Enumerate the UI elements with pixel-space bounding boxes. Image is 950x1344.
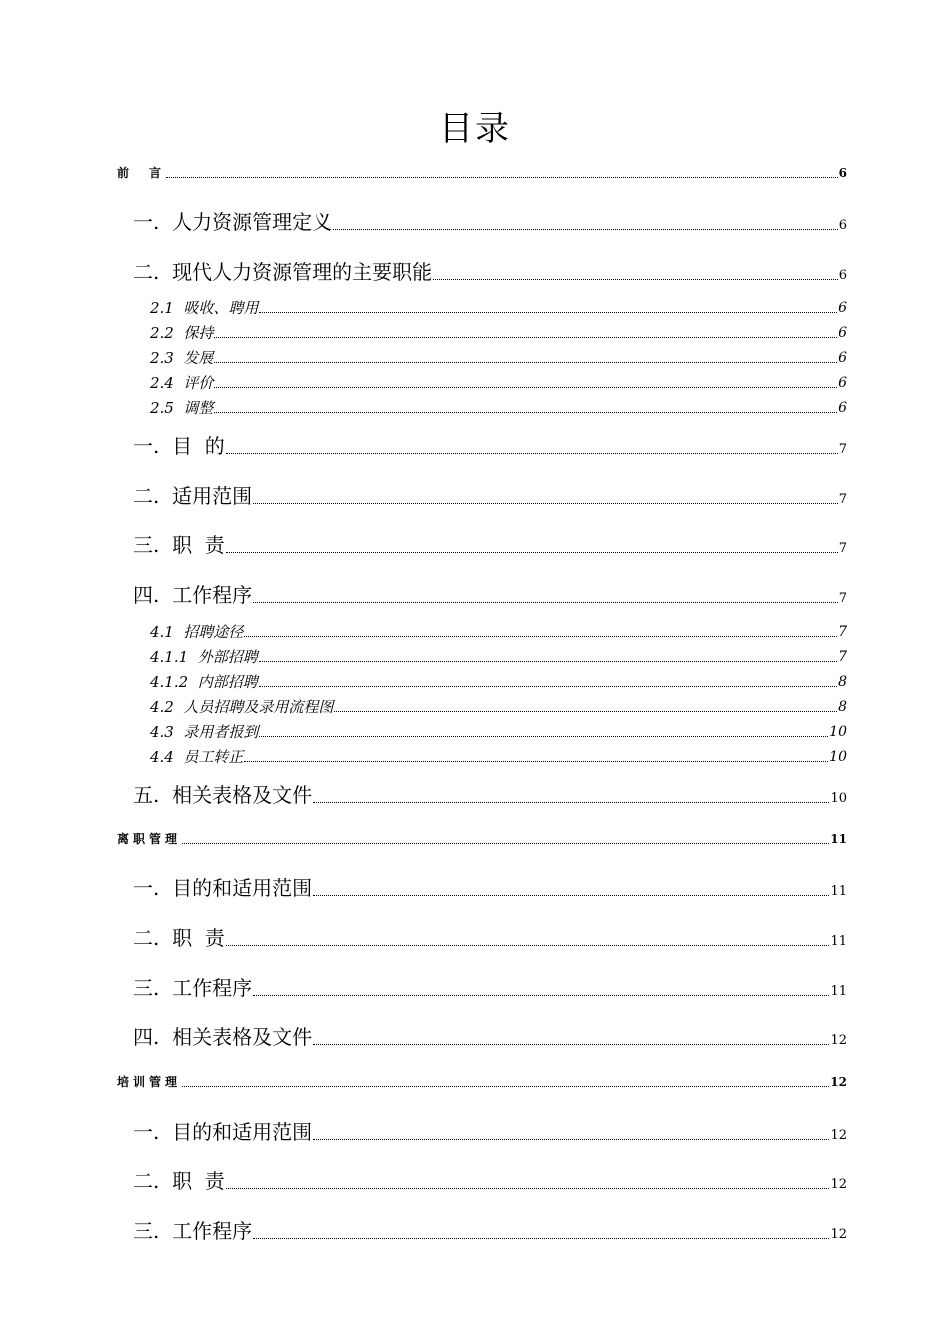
toc-entry-label: 二. 现代人力资源管理的主要职能: [133, 260, 433, 284]
toc-page-number: 7: [838, 591, 847, 606]
toc-entry-label: 前 言: [117, 166, 166, 180]
toc-entry[interactable]: [150, 348, 847, 368]
toc-entry-label: 一. 人力资源管理定义: [133, 210, 333, 234]
toc-page-number: 12: [830, 1128, 847, 1143]
dot-leader: [226, 945, 830, 946]
toc-entry[interactable]: [133, 257, 847, 287]
toc-entry[interactable]: [133, 1022, 847, 1052]
dot-leader: [253, 503, 838, 504]
toc-page-number: 6: [838, 300, 847, 316]
toc-page-number: 6: [838, 166, 847, 180]
toc-entry[interactable]: [150, 647, 847, 667]
toc-page-number: 6: [838, 325, 847, 341]
dot-leader: [182, 1086, 829, 1087]
toc-entry[interactable]: [133, 431, 847, 461]
dot-leader: [433, 279, 838, 280]
toc-page-number: 12: [830, 1177, 847, 1192]
toc-entry-label: 4.1 招聘途径: [150, 623, 244, 641]
dot-leader: [253, 1238, 829, 1239]
dot-leader: [259, 686, 837, 687]
toc-entry-label: 2.5 调整: [150, 399, 214, 417]
toc-entry-label: 四. 相关表格及文件: [133, 1025, 313, 1049]
toc-entry-label: 2.2 保持: [150, 324, 214, 342]
toc-entry[interactable]: [133, 207, 847, 237]
toc-entry[interactable]: [117, 164, 847, 182]
toc-entry-label: 培训管理: [117, 1075, 182, 1089]
dot-leader: [214, 362, 837, 363]
toc-page-number: 6: [838, 218, 847, 233]
toc-entry[interactable]: [133, 1117, 847, 1147]
toc-entry[interactable]: [150, 697, 847, 717]
dot-leader: [313, 895, 829, 896]
toc-entry-label: 三. 工作程序: [133, 1219, 253, 1243]
toc-entry-label: 一. 目的和适用范围: [133, 1120, 313, 1144]
toc-page-number: 12: [830, 1227, 847, 1242]
toc-entry[interactable]: [150, 373, 847, 393]
toc-page-number: 10: [830, 791, 847, 806]
dot-leader: [214, 387, 837, 388]
toc-entry[interactable]: [150, 298, 847, 318]
toc-entry[interactable]: [133, 530, 847, 560]
toc-entry[interactable]: [133, 973, 847, 1003]
toc-page-number: 10: [829, 749, 847, 765]
toc-entry-label: 四. 工作程序: [133, 583, 253, 607]
toc-entry[interactable]: [133, 923, 847, 953]
dot-leader: [226, 1188, 830, 1189]
toc-entry-label: 一. 目的和适用范围: [133, 876, 313, 900]
toc-title: 目录: [439, 108, 511, 149]
dot-leader: [334, 711, 837, 712]
toc-entry-label: 4.1.2 内部招聘: [150, 673, 258, 691]
toc-page-number: 12: [830, 1033, 847, 1048]
toc-page-number: 11: [830, 884, 847, 899]
toc-page-number: 11: [830, 934, 847, 949]
toc-entry[interactable]: [150, 722, 847, 742]
toc-page-number: 11: [830, 832, 847, 846]
toc-page-number: 8: [838, 699, 847, 715]
toc-page-number: 12: [830, 1075, 847, 1089]
dot-leader: [226, 453, 838, 454]
toc-page-number: 7: [838, 442, 847, 457]
toc-entry-label: 4.2 人员招聘及录用流程图: [150, 698, 334, 716]
toc-page-number: 7: [838, 541, 847, 556]
dot-leader: [214, 337, 837, 338]
toc-entry-label: 离职管理: [117, 832, 182, 846]
toc-page-number: 6: [838, 375, 847, 391]
dot-leader: [226, 552, 838, 553]
dot-leader: [166, 177, 838, 178]
toc-page-number: 6: [838, 350, 847, 366]
toc-entry-label: 五. 相关表格及文件: [133, 783, 313, 807]
toc-entry[interactable]: [133, 1166, 847, 1196]
dot-leader: [244, 761, 828, 762]
toc-entry[interactable]: [133, 873, 847, 903]
toc-page-number: 8: [838, 674, 847, 690]
toc-page-number: 11: [830, 984, 847, 999]
dot-leader: [259, 736, 828, 737]
dot-leader: [313, 802, 829, 803]
toc-page-number: 7: [838, 624, 847, 640]
toc-entry-label: 一. 目 的: [133, 434, 225, 458]
toc-entry-label: 二. 职 责: [133, 1169, 225, 1193]
toc-entry-label: 4.4 员工转正: [150, 748, 244, 766]
toc-page-number: 7: [838, 649, 847, 665]
toc-entry-label: 三. 职 责: [133, 533, 225, 557]
toc-entry-label: 2.3 发展: [150, 349, 214, 367]
toc-entry[interactable]: [133, 481, 847, 511]
toc-entry[interactable]: [117, 830, 847, 848]
toc-entry-label: 二. 适用范围: [133, 484, 253, 508]
dot-leader: [259, 661, 837, 662]
toc-entry-label: 4.1.1 外部招聘: [150, 648, 258, 666]
dot-leader: [182, 843, 829, 844]
toc-entry[interactable]: [150, 622, 847, 642]
dot-leader: [313, 1044, 829, 1045]
toc-entry-label: 二. 职 责: [133, 926, 225, 950]
dot-leader: [313, 1139, 829, 1140]
toc-entry[interactable]: [150, 672, 847, 692]
toc-entry-label: 三. 工作程序: [133, 976, 253, 1000]
toc-page-number: 10: [829, 724, 847, 740]
toc-entry[interactable]: [117, 1073, 847, 1091]
toc-entry-label: 2.1 吸收、聘用: [150, 299, 259, 317]
toc-page-number: 7: [838, 492, 847, 507]
toc-entry[interactable]: [150, 747, 847, 767]
toc-page-number: 6: [838, 268, 847, 283]
dot-leader: [253, 995, 829, 996]
toc-entry[interactable]: [133, 580, 847, 610]
toc-page-number: 6: [838, 400, 847, 416]
dot-leader: [259, 312, 837, 313]
dot-leader: [253, 602, 838, 603]
toc-entry[interactable]: [133, 780, 847, 810]
dot-leader: [333, 229, 838, 230]
toc-entry[interactable]: [150, 323, 847, 343]
toc-entry[interactable]: [150, 398, 847, 418]
dot-leader: [244, 636, 837, 637]
toc-entry-label: 4.3 录用者报到: [150, 723, 259, 741]
toc-entry[interactable]: [133, 1216, 847, 1246]
dot-leader: [214, 412, 837, 413]
toc-entry-label: 2.4 评价: [150, 374, 214, 392]
